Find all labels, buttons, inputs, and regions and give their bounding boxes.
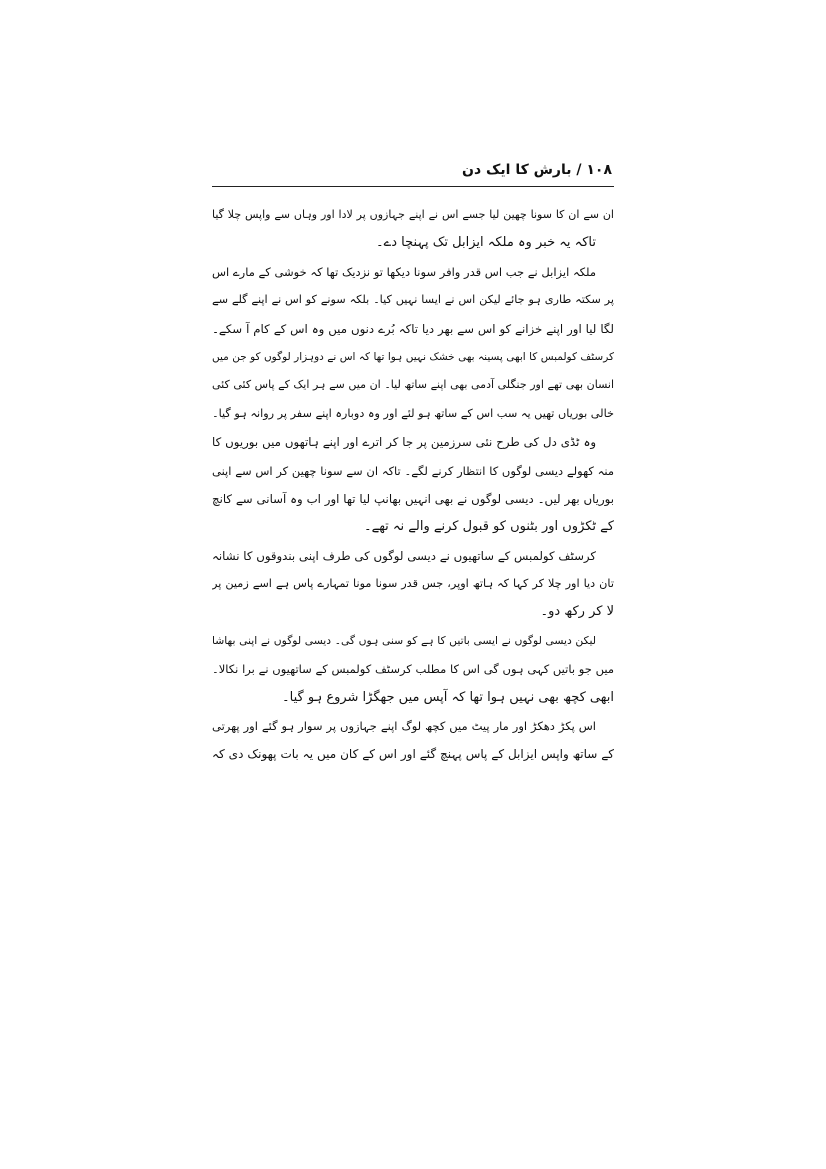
text-line: منہ کھولے دیسی لوگوں کا انتظار کرنے لگے۔ تاکہ ان سے سونا چھین کر اس سے اپنی xyxy=(212,463,614,478)
text-line: پر سکتہ طاری ہو جائے لیکن اس نے ایسا نہیں کیا۔ بلکہ سونے کو اس نے اپنے گلے سے xyxy=(212,293,614,307)
text-line: کے ساتھ واپس ایزابل کے پاس پہنچ گئے اور اس کے کان میں یہ بات پھونک دی کہ xyxy=(212,747,614,762)
text-line: ان سے ان کا سونا چھین لیا جسے اس نے اپنے جہازوں پر لادا اور وہاں سے واپس چلا گیا xyxy=(212,208,614,221)
text-line: کے ٹکڑوں اور بٹنوں کو قبول کرنے والے نہ تھے۔ xyxy=(363,519,614,535)
text-line: ابھی کچھ بھی نہیں ہوا تھا کہ آپس میں جھگڑا شروع ہو گیا۔ xyxy=(282,689,614,705)
text-line: تاکہ یہ خبر وہ ملکہ ایزابل تک پہنچا دے۔ xyxy=(375,235,596,251)
text-line: کرسٹف کولمبس کے ساتھیوں نے دیسی لوگوں کی طرف اپنی بندوقوں کا نشانہ xyxy=(212,548,596,563)
text-line: اس پکڑ دھکڑ اور مار پیٹ میں کچھ لوگ اپنے جہازوں پر سوار ہو گئے اور پھرتی xyxy=(212,719,596,734)
text-line: لگا لیا اور اپنے خزانے کو اس سے بھر دیا تاکہ بُرے دنوں میں وہ اس کے کام آ سکے۔ xyxy=(212,321,614,336)
text-line: لیکن دیسی لوگوں نے ایسی باتیں کا ہے کو سنی ہوں گی۔ دیسی لوگوں نے اپنی بھاشا xyxy=(212,633,596,647)
text-line: ملکہ ایزابل نے جب اس قدر وافر سونا دیکھا تو نزدیک تھا کہ خوشی کے مارے اس xyxy=(212,264,596,279)
text-line: تان دیا اور چلا کر کہا کہ ہاتھ اوپر، جس قدر سونا مونا تمہارے پاس ہے اسے زمین پر xyxy=(212,577,614,591)
header-rule xyxy=(212,186,614,187)
text-line: خالی بوریاں تھیں یہ سب اس کے ساتھ ہو لئے اور وہ دوبارہ اپنے سفر پر روانہ ہو گیا۔ xyxy=(212,406,614,420)
text-line: بوریاں بھر لیں۔ دیسی لوگوں نے بھی انہیں بھانپ لیا تھا اور اب وہ آسانی سے کانچ xyxy=(212,491,614,506)
text-line: کرسٹف کولمبس کا ابھی پسینہ بھی خشک نہیں ہوا تھا کہ اس نے دوہزار لوگوں کو جن میں xyxy=(212,350,614,363)
body-text xyxy=(212,201,614,769)
running-head: ۱۰۸ / بارش کا ایک دن xyxy=(462,162,612,178)
text-line: وہ ٹڈی دل کی طرح نئی سرزمین پر جا کر اترے اور اپنے ہاتھوں میں بوریوں کا xyxy=(212,435,596,450)
text-line: انسان بھی تھے اور جنگلی آدمی بھی اپنے ساتھ لیا۔ ان میں سے ہر ایک کے پاس کئی کئی xyxy=(212,378,614,392)
book-page xyxy=(212,160,614,769)
text-line: میں جو باتیں کہی ہوں گی اس کا مطلب کرسٹف کولمبس کے ساتھیوں نے برا نکالا۔ xyxy=(212,662,614,677)
text-line: لا کر رکھ دو۔ xyxy=(540,604,614,620)
